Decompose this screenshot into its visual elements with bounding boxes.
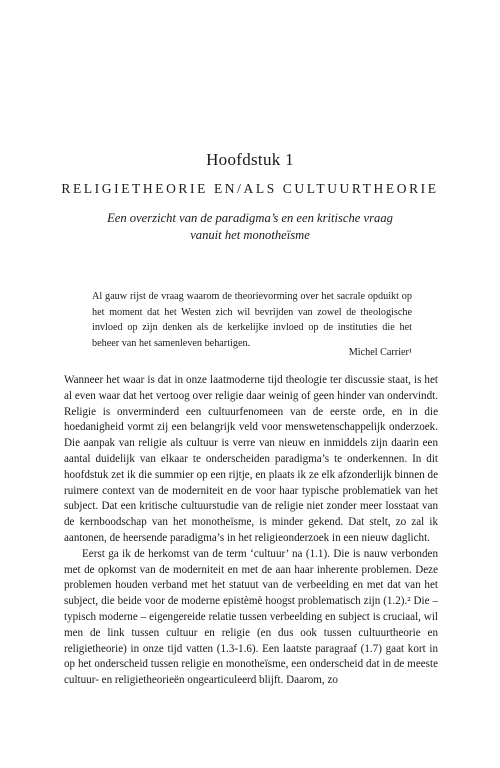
chapter-label: Hoofdstuk 1 bbox=[206, 150, 294, 169]
subtitle-line-1: Een overzicht van de paradigma’s en een kritische vraag bbox=[107, 211, 393, 225]
chapter-title: RELIGIETHEORIE EN/ALS CULTUURTHEORIE bbox=[61, 181, 439, 196]
paragraph: Wanneer het waar is dat in onze laatmoderne tijd theologie ter discussie staat, is het al even waar dat het vertoog over religie daar weinig of geen hinder van ondervindt. Religie is onverminderd een cultuurfenomeen van de eerste orde, en in die hoedanigheid vormt zij een belangrijk veld voor menswetenschappelijk onderzoek. Die aanpak van religie als cultuur is verre van nieuw en inmiddels zijn daarin een aantal duidelijk van elkaar te onderscheiden paradigma’s te onderkennen. In dit hoofdstuk zet ik die summier op een rijtje, en plaats ik ze elk afzonderlijk binnen de ruimere context van de moderniteit en de voor haar typische problematiek van het subject. Dat een kritische cultuurstudie van de religie niet zonder meer losstaat van de kernboodschap van het monotheïsme, is minder gekend. Dat stelt, zo zal ik aantonen, de heersende paradigma’s in het religieonderzoek in een nieuw daglicht. bbox=[64, 374, 438, 544]
chapter-subtitle bbox=[60, 210, 440, 244]
epigraph-author: Michel Carrier¹ bbox=[348, 347, 412, 358]
body-text bbox=[64, 373, 438, 689]
paragraph: Eerst ga ik de herkomst van de term ‘cultuur’ na (1.1). Die is nauw verbonden met de opkomst van de moderniteit en met de aan haar inherente problemen. Deze problemen houden verband met het statuut van de verbeelding en met dat van het subject, die beide voor de moderne epistèmè hoogst problematisch zijn (1.2).² Die – typisch moderne – eigengereide relatie tussen verbeelding en subject is cruciaal, wil men de link tussen cultuur en religie (en dus ook tussen cultuurtheorie en religietheorie) in onze tijd vatten (1.3-1.6). Een laatste paragraaf (1.7) gaat kort in op het onderscheid tussen religie en monotheïsme, een onderscheid dat in de meeste cultuur- en religietheorieën ongearticuleerd blijft. Daarom, zo bbox=[64, 547, 438, 687]
epigraph-quote: Al gauw rijst de vraag waarom de theorievorming over het sacrale opduikt op het moment dat het Westen zich wil bevrijden van zowel de theologische invloed op zijn denken als de kerkelijke invloed op de instituties die het beheer van het samenleven behartigen. bbox=[92, 291, 412, 349]
subtitle-line-2: vanuit het monotheïsme bbox=[190, 228, 310, 242]
